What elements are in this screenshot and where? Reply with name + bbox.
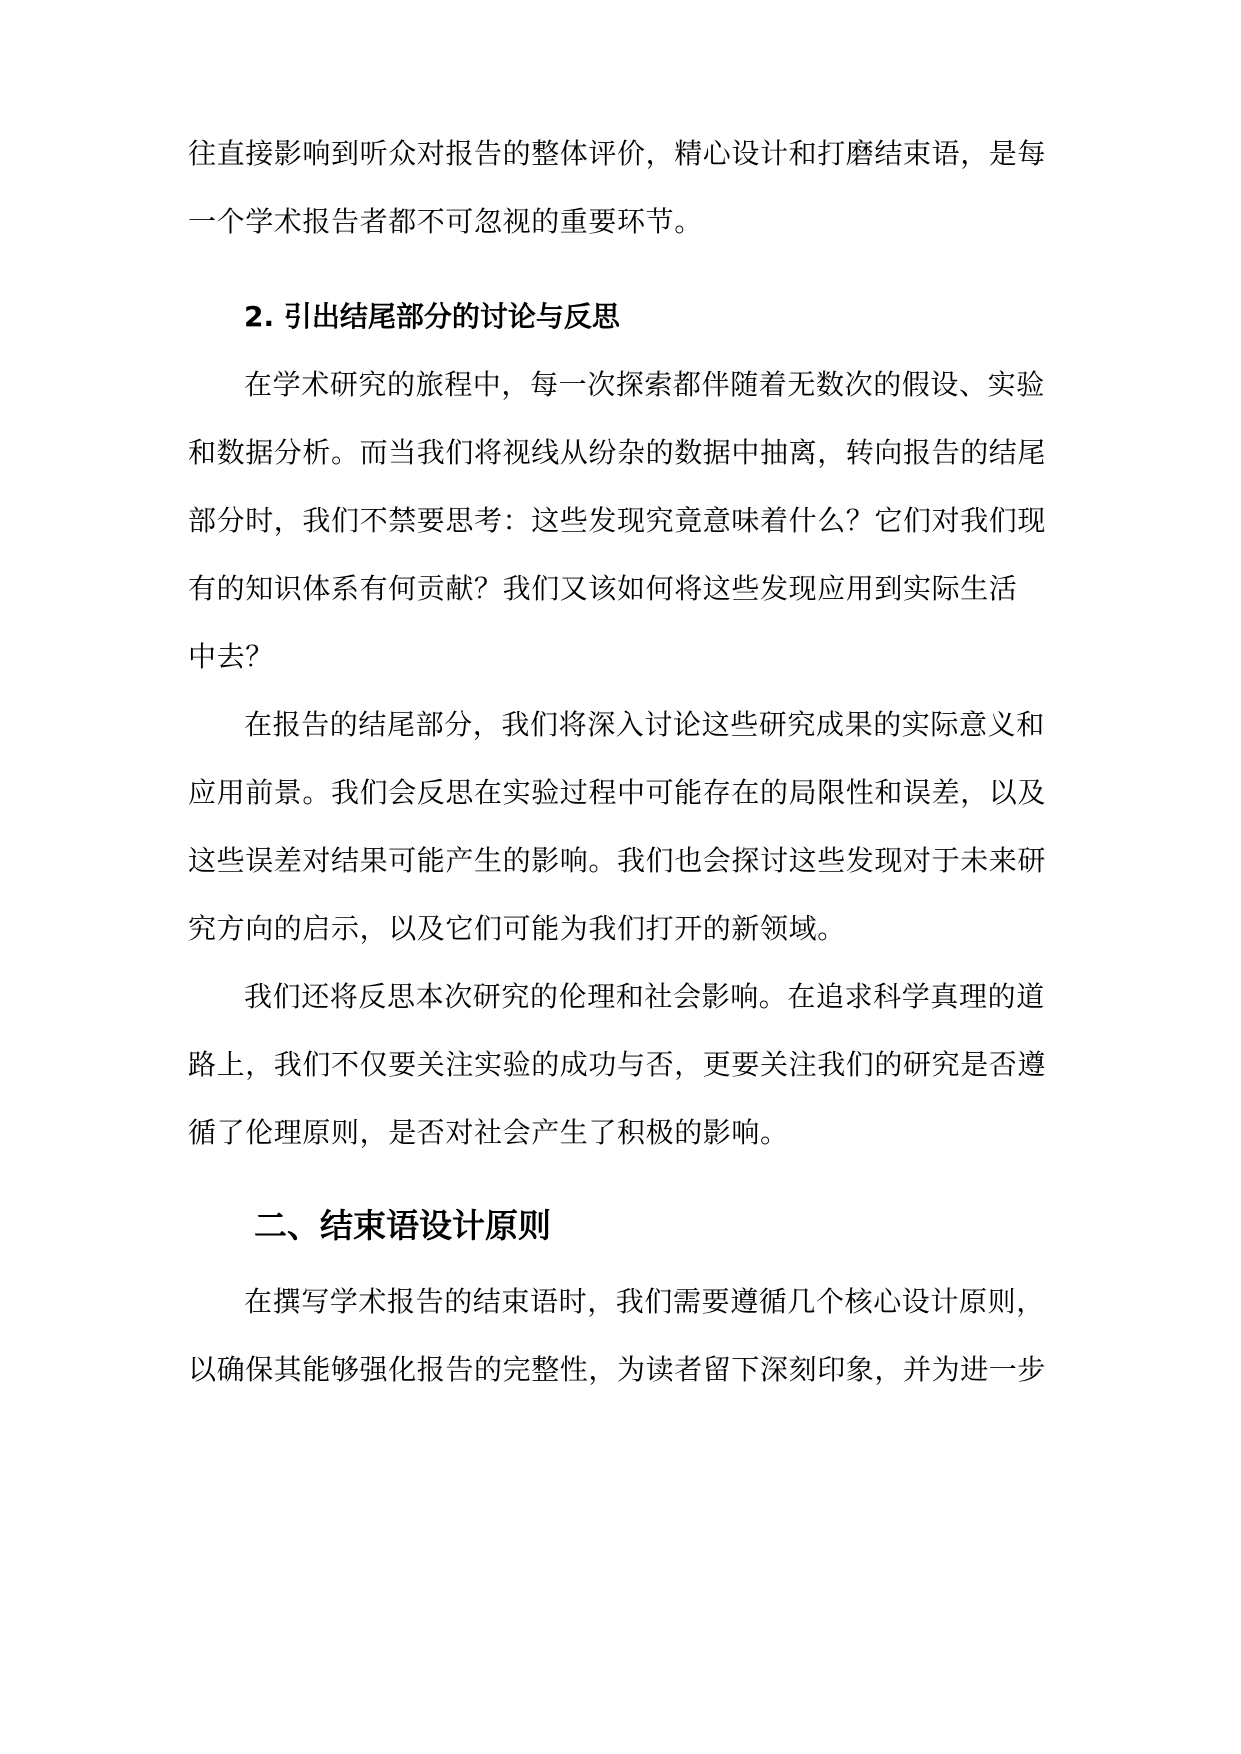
paragraph-2-line-4: 究方向的启示，以及它们可能为我们打开的新领域。 (188, 912, 846, 945)
paragraph-1-line-4: 有的知识体系有何贡献？我们又该如何将这些发现应用到实际生活 (188, 572, 1018, 605)
paragraph-intro-line-2: 一个学术报告者都不可忽视的重要环节。 (188, 205, 703, 238)
paragraph-intro-line-1: 往直接影响到听众对报告的整体评价，精心设计和打磨结束语，是每 (188, 137, 1047, 170)
paragraph-4-line-1: 在撰写学术报告的结束语时，我们需要遵循几个核心设计原则， (244, 1285, 1045, 1318)
paragraph-1-line-1: 在学术研究的旅程中，每一次探索都伴随着无数次的假设、实验 (244, 368, 1045, 401)
paragraph-1-line-5: 中去？ (188, 640, 274, 673)
paragraph-4-line-2: 以确保其能够强化报告的完整性，为读者留下深刻印象，并为进一步 (188, 1353, 1047, 1386)
paragraph-1-line-3: 部分时，我们不禁要思考：这些发现究竟意味着什么？它们对我们现 (188, 504, 1047, 537)
paragraph-3-line-3: 循了伦理原则，是否对社会产生了积极的影响。 (188, 1116, 789, 1149)
paragraph-2-line-1: 在报告的结尾部分，我们将深入讨论这些研究成果的实际意义和 (244, 708, 1045, 741)
paragraph-3-line-1: 我们还将反思本次研究的伦理和社会影响。在追求科学真理的道 (244, 980, 1045, 1013)
paragraph-1-line-2: 和数据分析。而当我们将视线从纷杂的数据中抽离，转向报告的结尾 (188, 436, 1047, 469)
paragraph-2-line-3: 这些误差对结果可能产生的影响。我们也会探讨这些发现对于未来研 (188, 844, 1047, 877)
paragraph-2-line-2: 应用前景。我们会反思在实验过程中可能存在的局限性和误差，以及 (188, 776, 1047, 809)
section-title: 二、结束语设计原则 (254, 1206, 551, 1245)
subsection-heading: 2. 引出结尾部分的讨论与反思 (244, 300, 620, 333)
paragraph-3-line-2: 路上，我们不仅要关注实验的成功与否，更要关注我们的研究是否遵 (188, 1048, 1047, 1081)
